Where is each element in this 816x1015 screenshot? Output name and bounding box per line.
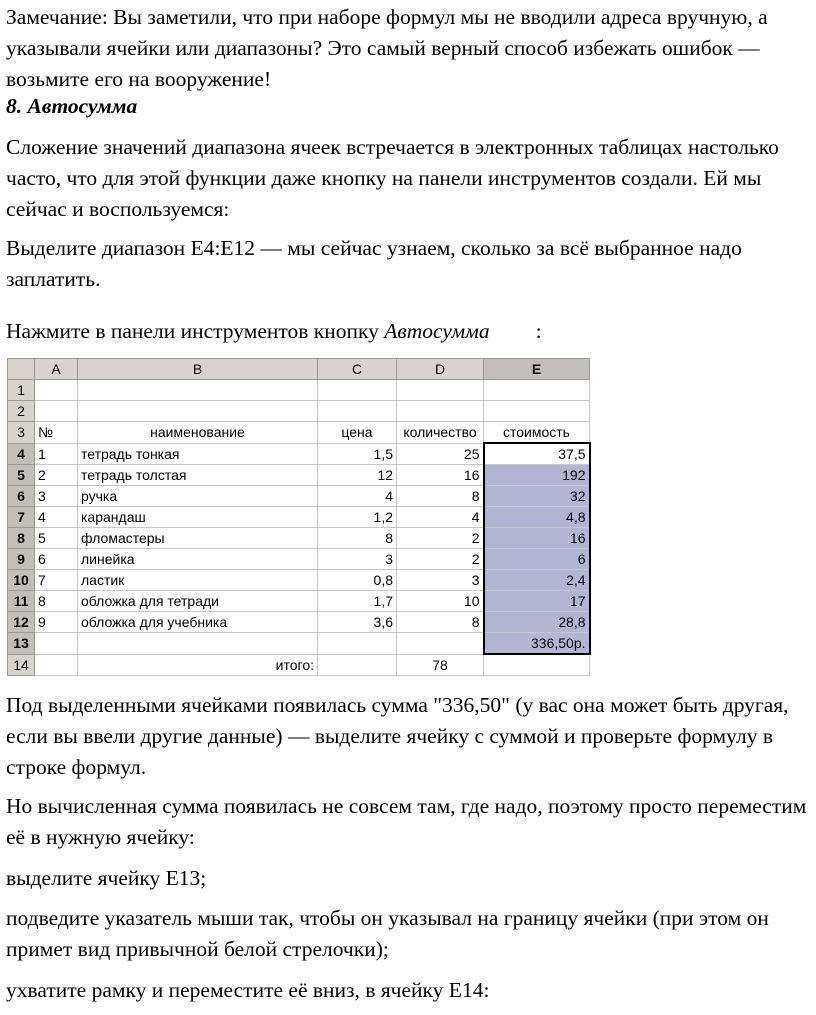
cell-name[interactable]: линейка <box>78 549 318 570</box>
spreadsheet-grid <box>7 358 591 676</box>
cell-quantity[interactable]: 3 <box>397 570 484 591</box>
cell-number[interactable]: 5 <box>35 528 78 549</box>
cell-number[interactable]: 1 <box>35 443 78 465</box>
cell-quantity[interactable]: 16 <box>397 465 484 486</box>
cell-number[interactable]: 6 <box>35 549 78 570</box>
row-header[interactable]: 10 <box>8 570 35 591</box>
table-header-row <box>8 422 590 444</box>
cell-number[interactable]: 8 <box>35 591 78 612</box>
cell-name[interactable]: обложка для учебника <box>78 612 318 633</box>
cell-cost[interactable]: 192 <box>484 465 590 486</box>
step-pointer-paragraph: подведите указатель мыши так, чтобы он указывал на границу ячейки (при этом он примет вид привычной белой стрелочки); <box>6 906 769 961</box>
select-range-paragraph: Выделите диапазон E4:E12 — мы сейчас узнаем, сколько за всё выбранное надо заплатить. <box>6 236 742 291</box>
sheet-row <box>8 401 590 422</box>
row-header[interactable]: 9 <box>8 549 35 570</box>
cell[interactable] <box>484 401 590 422</box>
cell-price[interactable]: 3,6 <box>318 612 397 633</box>
sheet-row <box>8 380 590 401</box>
cell[interactable] <box>78 401 318 422</box>
cell-name[interactable]: тетрадь тонкая <box>78 443 318 465</box>
total-row <box>8 654 590 676</box>
cell-number[interactable]: 4 <box>35 507 78 528</box>
intro-paragraph: Сложение значений диапазона ячеек встречается в электронных таблицах настолько часто, что для этой функции даже кнопку на панели инструментов создали. Ей мы сейчас и воспользуемся: <box>6 135 779 221</box>
cell-number[interactable]: 2 <box>35 465 78 486</box>
table-row <box>8 486 590 507</box>
step-drag-paragraph: ухватите рамку и переместите её вниз, в ячейку E14: <box>6 978 490 1002</box>
cell[interactable] <box>78 380 318 401</box>
cell-cost[interactable]: 37,5 <box>484 443 590 465</box>
row-header[interactable]: 7 <box>8 507 35 528</box>
row-header[interactable]: 12 <box>8 612 35 633</box>
cell-name[interactable]: ручка <box>78 486 318 507</box>
cell[interactable] <box>318 633 397 655</box>
cell[interactable] <box>397 380 484 401</box>
column-header-d[interactable]: D <box>397 359 484 380</box>
cell-price[interactable]: 0,8 <box>318 570 397 591</box>
cell-price[interactable]: 3 <box>318 549 397 570</box>
cell-cost[interactable]: 28,8 <box>484 612 590 633</box>
section-heading: 8. Автосумма <box>6 94 138 118</box>
spreadsheet-screenshot <box>7 358 592 671</box>
column-header-c[interactable]: C <box>318 359 397 380</box>
cell-quantity[interactable]: 25 <box>397 443 484 465</box>
table-row <box>8 465 590 486</box>
column-header-a[interactable]: A <box>35 359 78 380</box>
cell-quantity[interactable]: 8 <box>397 486 484 507</box>
cell[interactable] <box>35 654 78 676</box>
cell-name[interactable]: карандаш <box>78 507 318 528</box>
row-header[interactable]: 8 <box>8 528 35 549</box>
cell-number[interactable]: 3 <box>35 486 78 507</box>
cell-name[interactable]: тетрадь толстая <box>78 465 318 486</box>
cell-quantity[interactable]: 2 <box>397 549 484 570</box>
cell-price[interactable]: 12 <box>318 465 397 486</box>
table-row <box>8 443 590 465</box>
autosum-suffix: : <box>535 319 542 343</box>
move-sum-paragraph: Но вычисленная сумма появилась не совсем там, где надо, поэтому просто переместим её в нужную ячейку: <box>6 794 807 849</box>
cell-name[interactable]: фломастеры <box>78 528 318 549</box>
row-header[interactable]: 4 <box>8 443 35 465</box>
autosum-prefix: Нажмите в панели инструментов кнопку <box>6 319 385 343</box>
cell[interactable] <box>35 380 78 401</box>
column-header-row <box>8 359 590 380</box>
cell-quantity[interactable]: 8 <box>397 612 484 633</box>
column-header-e[interactable]: E <box>484 359 590 380</box>
cell[interactable] <box>484 654 590 676</box>
cell-cost[interactable]: 6 <box>484 549 590 570</box>
cell[interactable] <box>318 401 397 422</box>
cell-cost[interactable]: 32 <box>484 486 590 507</box>
table-row <box>8 570 590 591</box>
cell-cost[interactable]: 16 <box>484 528 590 549</box>
autosum-result-cell[interactable]: 336,50р. <box>484 633 590 655</box>
row-header[interactable]: 2 <box>8 401 35 422</box>
row-header[interactable]: 6 <box>8 486 35 507</box>
cell-quantity[interactable]: 2 <box>397 528 484 549</box>
sum-row <box>8 633 590 655</box>
column-header-b[interactable]: B <box>78 359 318 380</box>
cell-d3[interactable]: количество <box>397 422 484 444</box>
cell-number[interactable]: 7 <box>35 570 78 591</box>
cell-cost[interactable]: 2,4 <box>484 570 590 591</box>
cell-b3[interactable]: наименование <box>78 422 318 444</box>
cell-price[interactable]: 1,2 <box>318 507 397 528</box>
row-header[interactable]: 5 <box>8 465 35 486</box>
cell[interactable] <box>35 401 78 422</box>
cell-cost[interactable]: 17 <box>484 591 590 612</box>
cell[interactable] <box>35 633 78 655</box>
table-row <box>8 591 590 612</box>
select-all-corner[interactable] <box>8 359 35 380</box>
table-row <box>8 507 590 528</box>
total-quantity-cell[interactable]: 78 <box>397 654 484 676</box>
cell-name[interactable]: обложка для тетради <box>78 591 318 612</box>
sum-result-paragraph: Под выделенными ячейками появилась сумма "336,50" (у вас она может быть другая, если вы ввели другие данные) — выделите ячейку с суммой и проверьте формулу в строке формул. <box>6 693 789 779</box>
cell-quantity[interactable]: 10 <box>397 591 484 612</box>
cell-cost[interactable]: 4,8 <box>484 507 590 528</box>
total-label-cell[interactable]: итого: <box>78 654 318 676</box>
table-row <box>8 549 590 570</box>
autosum-paragraph <box>6 316 811 347</box>
step-select-paragraph: выделите ячейку E13; <box>6 866 207 890</box>
cell[interactable] <box>318 654 397 676</box>
table-row <box>8 528 590 549</box>
cell[interactable] <box>484 380 590 401</box>
autosum-italic: Автосумма <box>384 319 490 343</box>
note-paragraph: Замечание: Вы заметили, что при наборе формул мы не вводили адреса вручную, а указывали ячейки или диапазоны? Это самый верный способ избежать ошибок — возьмите его на вооружение! <box>6 5 768 91</box>
row-header[interactable]: 14 <box>8 654 35 676</box>
cell-a3[interactable]: № <box>35 422 78 444</box>
cell-price[interactable]: 4 <box>318 486 397 507</box>
cell[interactable] <box>397 401 484 422</box>
table-row <box>8 612 590 633</box>
cell[interactable] <box>397 633 484 655</box>
row-header[interactable]: 13 <box>8 633 35 655</box>
row-header[interactable]: 11 <box>8 591 35 612</box>
cell[interactable] <box>78 633 318 655</box>
cell-price[interactable]: 8 <box>318 528 397 549</box>
cell-c3[interactable]: цена <box>318 422 397 444</box>
cell-e3[interactable]: стоимость <box>484 422 590 444</box>
row-header[interactable]: 1 <box>8 380 35 401</box>
cell[interactable] <box>318 380 397 401</box>
row-header[interactable]: 3 <box>8 422 35 444</box>
cell-price[interactable]: 1,5 <box>318 443 397 465</box>
cell-price[interactable]: 1,7 <box>318 591 397 612</box>
cell-name[interactable]: ластик <box>78 570 318 591</box>
cell-quantity[interactable]: 4 <box>397 507 484 528</box>
cell-number[interactable]: 9 <box>35 612 78 633</box>
